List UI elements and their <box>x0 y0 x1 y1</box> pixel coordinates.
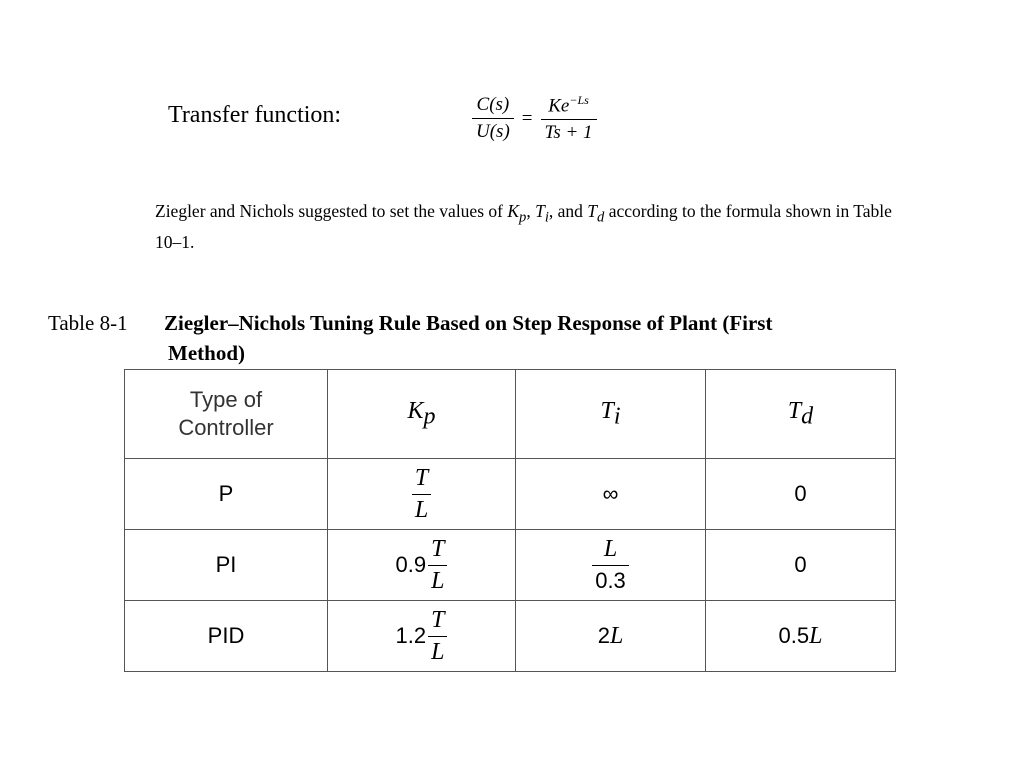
table-caption <box>48 308 928 368</box>
header-td-symbol: T <box>787 397 802 424</box>
header-kp-symbol: K <box>407 397 424 424</box>
intro-ti-subscript: i <box>544 209 549 226</box>
formula-right-fraction <box>541 93 597 144</box>
intro-td-symbol: T <box>587 201 598 221</box>
intro-text-1: Ziegler and Nichols suggested to set the values of <box>155 201 508 221</box>
header-ti-symbol: T <box>600 397 614 424</box>
table-title-line1: Ziegler–Nichols Tuning Rule Based on Step Response of Plant (First <box>164 311 773 335</box>
tuning-rule-table <box>124 369 896 672</box>
transfer-function-formula <box>472 93 597 144</box>
kp-pid-fraction <box>428 607 447 666</box>
intro-sep-2: , and <box>548 201 588 221</box>
formula-equals: = <box>521 107 533 129</box>
intro-kp <box>507 201 527 226</box>
table-header-row <box>125 370 896 459</box>
kp-p-numerator: T <box>414 464 429 491</box>
formula-right-numerator-exponent: −Ls <box>569 93 589 107</box>
td-pid-coefficient: 0.5 <box>778 622 810 648</box>
kp-p-fraction <box>412 465 431 524</box>
kp-pi-denominator: L <box>428 565 447 595</box>
cell-kp-p <box>328 459 516 530</box>
kp-pid-coefficient: 1.2 <box>395 623 427 649</box>
intro-text-2: according to the formula shown in Table 10–1. <box>155 201 892 252</box>
transfer-function-label: Transfer function: <box>168 102 342 128</box>
cell-kp-pid <box>328 601 516 672</box>
formula-left-numerator: C(s) <box>476 94 510 116</box>
header-kp <box>328 370 516 459</box>
intro-ti <box>535 201 549 226</box>
header-controller-type <box>125 370 328 459</box>
table-row-pi <box>125 530 896 601</box>
intro-ti-symbol: T <box>535 201 545 221</box>
formula-right-numerator <box>544 93 593 119</box>
kp-pi-fraction <box>428 536 447 595</box>
cell-type-p: P <box>125 459 328 530</box>
intro-kp-symbol: K <box>507 201 520 221</box>
cell-kp-pi <box>328 530 516 601</box>
ti-pi-fraction <box>592 536 629 594</box>
cell-type-pid: PID <box>125 601 328 672</box>
ti-pi-numerator: L <box>603 536 618 563</box>
header-kp-subscript: p <box>423 403 436 430</box>
cell-ti-pi <box>516 530 706 601</box>
header-td <box>706 370 896 459</box>
ti-pid-variable: L <box>609 622 624 649</box>
table-title-line2: Method) <box>168 341 245 365</box>
intro-sep-1: , <box>526 201 536 221</box>
formula-right-numerator-base: Ke <box>548 95 570 117</box>
cell-td-p: 0 <box>706 459 896 530</box>
cell-ti-p: ∞ <box>516 459 706 530</box>
table-number: Table 8-1 <box>48 311 128 335</box>
kp-pi-numerator: T <box>431 535 445 562</box>
formula-right-denominator: Ts + 1 <box>541 119 597 144</box>
kp-p-denominator: L <box>412 494 431 524</box>
kp-pid-denominator: L <box>428 636 447 666</box>
intro-td-subscript: d <box>597 209 605 226</box>
cell-ti-pid <box>516 601 706 672</box>
ti-pid-coefficient: 2 <box>597 622 610 648</box>
header-type-line2: Controller <box>178 415 274 441</box>
header-type-line1: Type of <box>189 387 263 413</box>
formula-left-fraction <box>472 94 514 143</box>
cell-td-pid <box>706 601 896 672</box>
intro-paragraph <box>155 199 895 254</box>
cell-type-pi: PI <box>125 530 328 601</box>
ti-pi-denominator: 0.3 <box>592 565 629 594</box>
table-row-p <box>125 459 896 530</box>
td-pid-variable: L <box>809 622 823 649</box>
header-td-subscript: d <box>801 403 814 430</box>
formula-left-denominator: U(s) <box>472 118 514 143</box>
header-ti <box>516 370 706 459</box>
cell-td-pi: 0 <box>706 530 896 601</box>
header-ti-subscript: i <box>613 403 621 430</box>
table-row-pid <box>125 601 896 672</box>
intro-td <box>587 201 605 226</box>
kp-pid-numerator: T <box>431 606 445 633</box>
intro-kp-subscript: p <box>519 209 527 226</box>
kp-pi-coefficient: 0.9 <box>395 552 427 578</box>
